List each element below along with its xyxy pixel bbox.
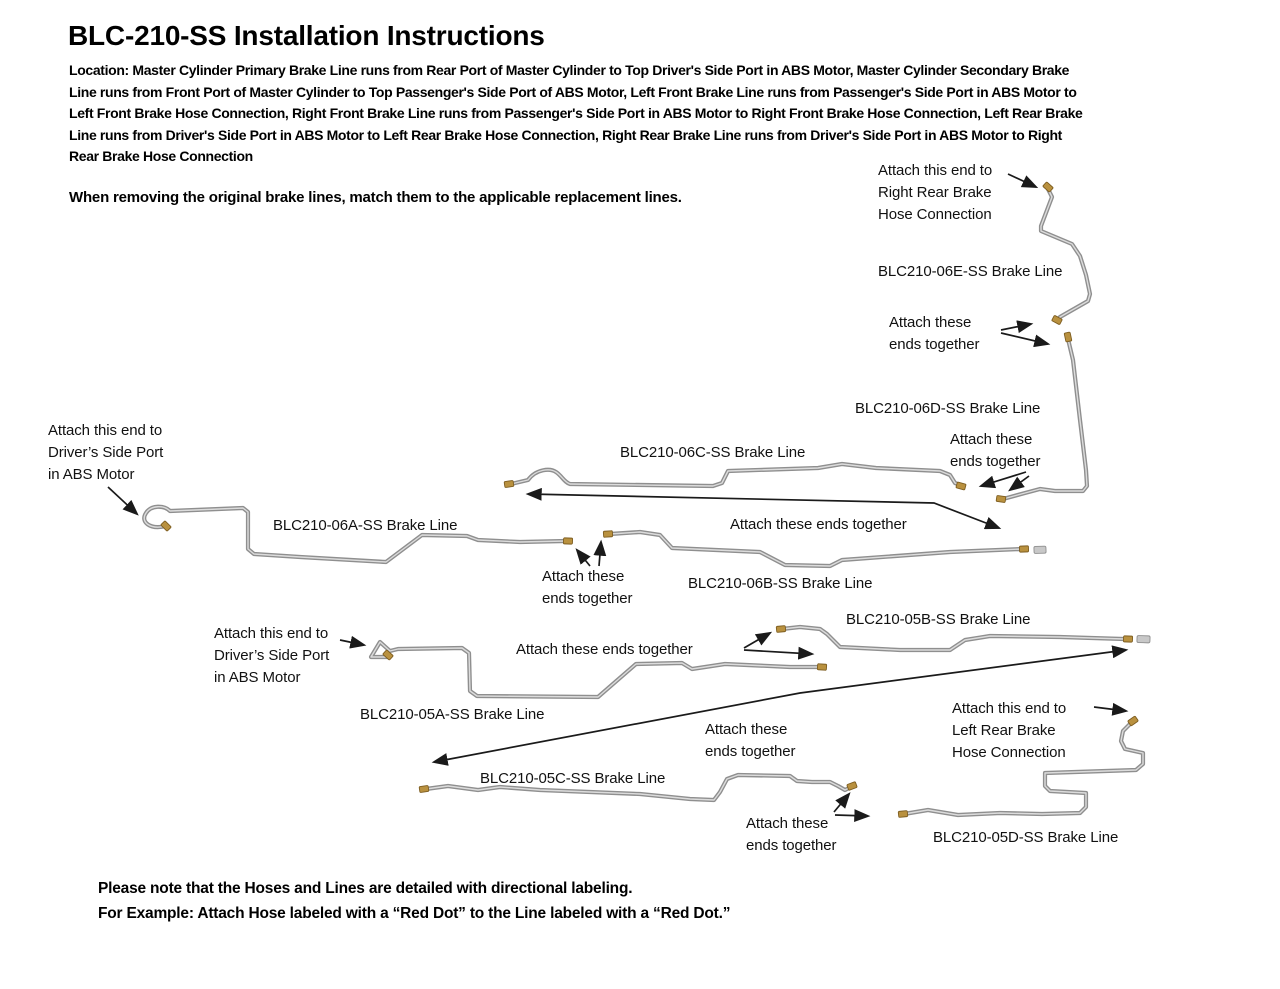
callout-line: Attach these (746, 815, 829, 832)
callout-line: in ABS Motor (214, 669, 301, 686)
label-line-06a: BLC210-06A-SS Brake Line (273, 517, 458, 534)
location-line: Location: Master Cylinder Primary Brake Line runs from Rear Port of Master Cylinder to Top Driver's Side Port in ABS Motor, Master Cylinder Secondary Brake (69, 62, 1070, 78)
callout-line: ends together (950, 453, 1041, 470)
arrow-05c-05d-b (835, 815, 868, 816)
arrow-06a-06b-a (577, 550, 590, 566)
callout-line: Attach this end to (878, 162, 993, 179)
brake-line-06e-drawing (1041, 189, 1090, 320)
arrow-driver-port-05a (340, 640, 364, 645)
callout-line: Hose Connection (878, 206, 992, 223)
callout-attach-together-05c-05d (746, 813, 836, 857)
callout-line: ends together (705, 743, 796, 760)
brake-line-06c-drawing (511, 464, 960, 486)
arrow-06e-06d-b (1001, 333, 1048, 344)
brake-line-06b-drawing (610, 532, 1022, 566)
note-line-1: Please note that the Hoses and Lines are detailed with directional labeling. (98, 880, 633, 897)
callout-attach-together-06c-06b: Attach these ends together (730, 516, 907, 533)
label-line-06e: BLC210-06E-SS Brake Line (878, 263, 1063, 280)
location-line: Line runs from Front Port of Master Cylinder to Top Passenger's Side Port of ABS Motor, Left Front Brake Line runs from Passenger's Side Port in ABS Motor to (69, 83, 1077, 100)
note-line-2: For Example: Attach Hose labeled with a “Red Dot” to the Line labeled with a “Red Dot.” (98, 904, 731, 922)
location-line: Line runs from Driver's Side Port in ABS Motor to Left Rear Brake Hose Connection, Right Rear Brake Line runs from Driver's Side Port in ABS Motor to Right (69, 126, 1062, 143)
arrow-05c-05d-a (834, 794, 849, 812)
callout-line: Attach this end to (48, 422, 163, 439)
callout-attach-together-05b-05c (705, 719, 795, 763)
arrow-driver-port-06a (108, 487, 137, 514)
arrow-05a-05b-a (744, 633, 770, 648)
label-line-06b: BLC210-06B-SS Brake Line (688, 575, 873, 592)
callout-line: ends together (542, 590, 633, 607)
callout-line: ends together (889, 336, 980, 353)
callout-line: Driver’s Side Port (214, 647, 330, 664)
callout-line: Driver’s Side Port (48, 444, 164, 461)
callout-attach-driver-port-1 (48, 420, 163, 486)
callout-line: Attach these (889, 314, 972, 331)
callout-attach-together-06a-06b (542, 566, 632, 610)
callout-attach-driver-port-2 (214, 623, 329, 689)
callout-attach-together-06c-06d (950, 429, 1040, 473)
arrow-05a-05b-b (744, 650, 812, 654)
callout-line: Attach this end to (214, 625, 329, 642)
arrow-06c-06d-b (1010, 476, 1029, 490)
label-line-05b: BLC210-05B-SS Brake Line (846, 611, 1031, 628)
label-line-05a: BLC210-05A-SS Brake Line (360, 706, 545, 723)
callout-line: Attach these (950, 431, 1033, 448)
callout-attach-left-rear (952, 698, 1066, 764)
callout-line: Attach these (542, 568, 625, 585)
location-line: Rear Brake Hose Connection (69, 148, 253, 165)
label-line-06c: BLC210-06C-SS Brake Line (620, 444, 806, 461)
page-title: BLC-210-SS Installation Instructions (68, 20, 545, 51)
callout-attach-right-rear (878, 160, 992, 226)
arrow-06e-06d-a (1001, 324, 1031, 330)
removal-note: When removing the original brake lines, match them to the applicable replacement lines. (69, 189, 682, 206)
callout-line: Attach this end to (952, 700, 1067, 717)
label-line-05d: BLC210-05D-SS Brake Line (933, 829, 1119, 846)
label-line-05c: BLC210-05C-SS Brake Line (480, 770, 666, 787)
location-line: Left Front Brake Hose Connection, Right Front Brake Line runs from Passenger's Side Port in ABS Motor to Right Front Brake Hose Connection, Left Rear Brake (69, 105, 1083, 122)
callout-attach-together-06e-06d (889, 312, 979, 356)
callout-attach-together-05a-05b: Attach these ends together (516, 641, 693, 658)
callout-line: Hose Connection (952, 744, 1066, 761)
callout-line: Left Rear Brake (952, 722, 1056, 739)
arrow-right-rear-end (1008, 174, 1036, 187)
callout-line: Attach these (705, 721, 788, 738)
callout-line: ends together (746, 837, 837, 854)
label-line-06d: BLC210-06D-SS Brake Line (855, 400, 1041, 417)
callout-line: Right Rear Brake (878, 184, 992, 201)
directional-labeling-note (98, 877, 730, 926)
callout-line: in ABS Motor (48, 466, 135, 483)
arrow-06a-06b-b (599, 542, 601, 566)
arrow-left-rear-end (1094, 707, 1126, 711)
